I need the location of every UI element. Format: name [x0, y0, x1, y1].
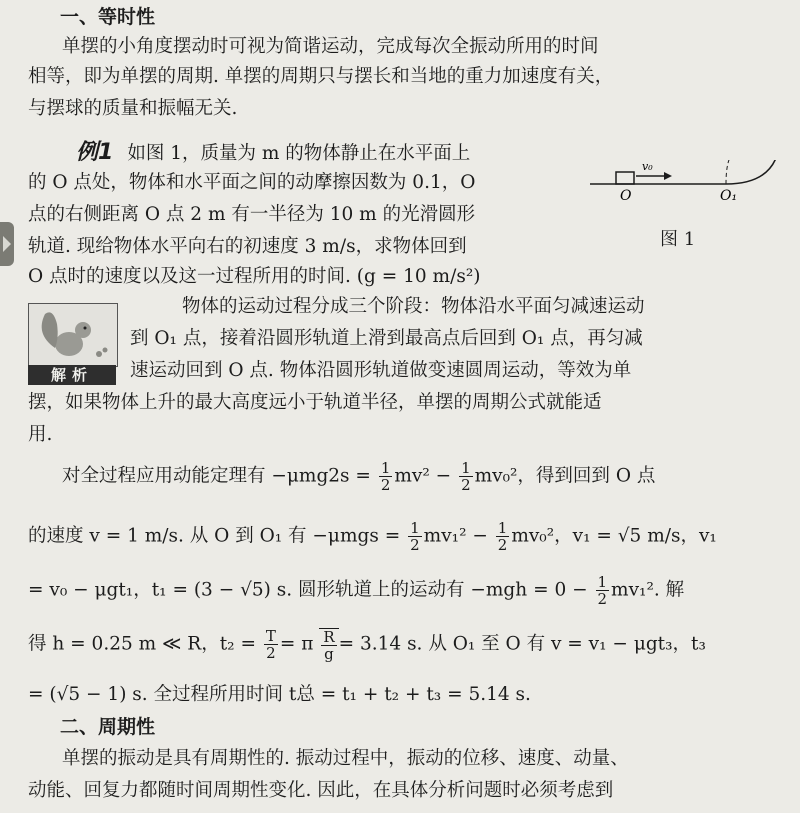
block [616, 172, 634, 184]
solution-line-1 [62, 460, 780, 493]
solution-text: mv² − [394, 465, 452, 487]
page-side-tab[interactable] [0, 222, 14, 266]
fraction-t-over-2: $\frac{T}{2}$ [265, 627, 276, 662]
o-label: O [620, 188, 632, 204]
section1-para-line: 相等，即为单摆的周期. 单摆的周期只与摆长和当地的重力加速度有关， [28, 66, 614, 87]
section2-heading: 二、周期性 [60, 716, 156, 738]
example-line: 轨道. 现给物体水平向右的初速度 3 m/s，求物体回到 [28, 236, 467, 257]
example-label: 例1 [76, 140, 114, 165]
section2-para-line: 动能、回复力都随时间周期性变化. 因此，在具体分析问题时必须考虑到 [28, 780, 614, 801]
solution-text: mv₀²，得到回到 O 点 [474, 465, 656, 487]
solution-line-2 [28, 520, 780, 553]
solution-text: 得 h = 0.25 m ≪ R，t₂ = [28, 633, 256, 655]
solution-text: 的速度 v = 1 m/s. 从 O 到 O₁ 有 −μmgs = [28, 525, 401, 547]
squirrel-icon [28, 303, 118, 367]
velocity-arrowhead [664, 172, 672, 180]
o1-label: O₁ [720, 188, 738, 204]
analysis-line: 速运动回到 O 点. 物体沿圆形轨道做变速圆周运动，等效为单 [130, 360, 632, 381]
analysis-badge [28, 303, 116, 385]
solution-text: = π [279, 633, 314, 655]
example-line: 点的右侧距离 O 点 2 m 有一半径为 10 m 的光滑圆形 [28, 204, 476, 225]
section2-para-line: 单摆的振动是具有周期性的. 振动过程中，振动的位移、速度、动量、 [62, 748, 629, 769]
section1-heading: 一、等时性 [60, 6, 156, 28]
analysis-line: 到 O₁ 点，接着沿圆形轨道上滑到最高点后回到 O₁ 点，再匀减 [130, 328, 643, 349]
example-line: 的 O 点处，物体和水平面之间的动摩擦因数为 0.1，O [28, 172, 476, 193]
circular-track [726, 160, 780, 184]
v0-label: v₀ [642, 160, 653, 173]
fraction-half: $\frac{1}{2}$ [497, 519, 508, 554]
section1-para-line: 与摆球的质量和振幅无关. [28, 98, 238, 119]
fraction-half: $\frac{1}{2}$ [380, 459, 391, 494]
solution-text: = v₀ − μgt₁，t₁ = (3 − √5) s. 圆形轨道上的运动有 −mgh = 0 − [28, 579, 588, 601]
solution-text: mv₁² − [423, 525, 488, 547]
analysis-label: 解析 [28, 365, 116, 385]
sqrt-r-over-g: $\frac{R}{g}$ [319, 628, 338, 662]
solution-line-3 [28, 574, 780, 607]
analysis-line: 用. [28, 424, 53, 445]
analysis-line: 摆，如果物体上升的最大高度远小于轨道半径，单摆的周期公式就能适 [28, 392, 602, 413]
analysis-line: 物体的运动过程分成三个阶段：物体沿水平面匀减速运动 [182, 296, 645, 317]
fraction-half: $\frac{1}{2}$ [597, 573, 608, 608]
solution-text: mv₀²，v₁ = √5 m/s，v₁ [511, 525, 717, 547]
fraction-half: $\frac{1}{2}$ [410, 519, 420, 554]
solution-text: mv₁². 解 [611, 579, 685, 601]
solution-line-5: = (√5 − 1) s. 全过程所用时间 t总 = t₁ + t₂ + t₃ = 5.14 s. [28, 684, 531, 705]
solution-line-4 [28, 628, 780, 662]
section1-para-line: 单摆的小角度摆动时可视为简谐运动，完成每次全振动所用的时间 [62, 36, 599, 57]
example-line: 如图 1，质量为 m 的物体静止在水平面上 [127, 143, 471, 164]
solution-text: = 3.14 s. 从 O₁ 至 O 有 v = v₁ − μgt₃，t₃ [338, 633, 706, 655]
example-line: O 点时的速度以及这一过程所用的时间. (g = 10 m/s²) [28, 266, 481, 287]
figure-caption: 图 1 [660, 229, 696, 250]
fraction-half: $\frac{1}{2}$ [461, 459, 471, 494]
solution-text: 对全过程应用动能定理有 −μmg2s = [62, 465, 371, 487]
